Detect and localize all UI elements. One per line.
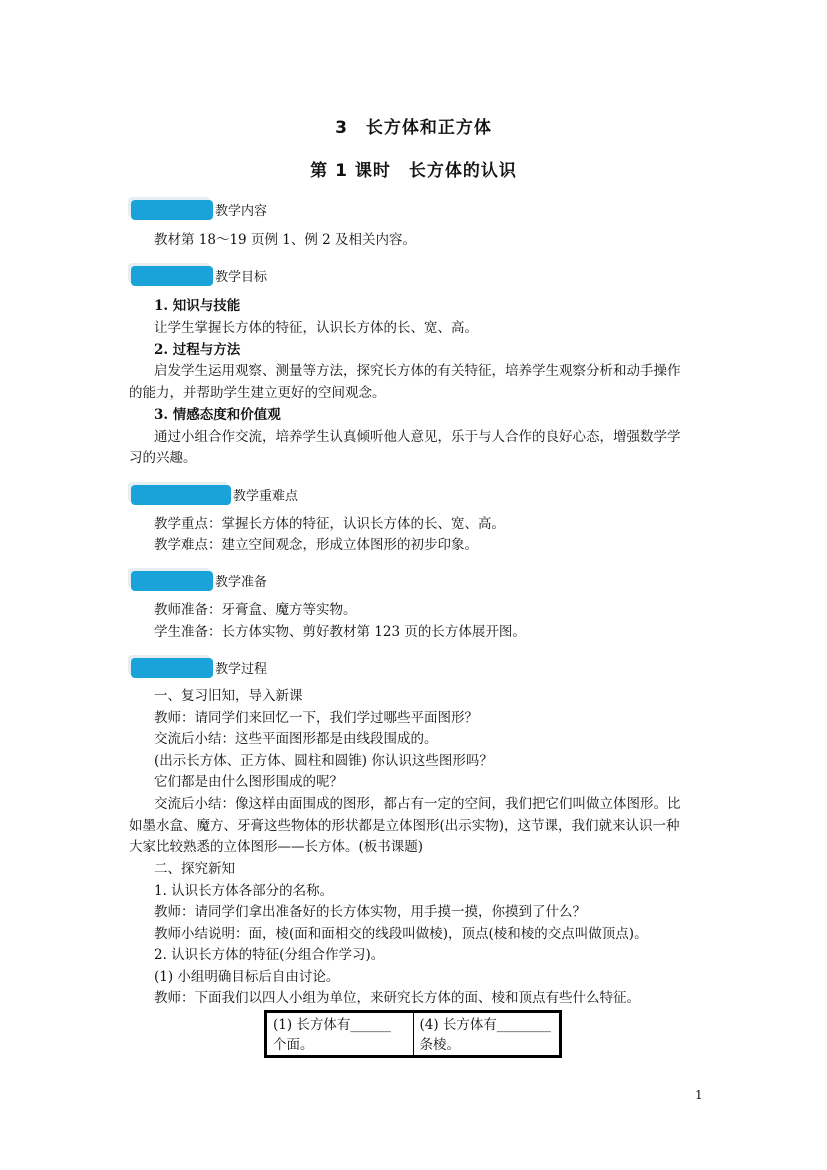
section-tab-icon — [131, 266, 213, 286]
process-line: 教师：下面我们以四人小组为单位，来研究长方体的面、棱和顶点有些什么特征。 — [154, 990, 640, 1006]
process-line: 大家比较熟悉的立体图形——长方体。(板书课题) — [129, 839, 424, 855]
section-header-keypoints — [131, 481, 298, 505]
keypoint-line: 教学重点：掌握长方体的特征，认识长方体的长、宽、高。 — [154, 516, 505, 532]
section-tab-icon — [131, 200, 213, 220]
section-label: 教学内容 — [215, 204, 268, 219]
goal-text: 让学生掌握长方体的特征，认识长方体的长、宽、高。 — [154, 320, 478, 336]
table-cell — [267, 1013, 413, 1055]
page-number: 1 — [695, 1088, 703, 1102]
section-label: 教学目标 — [215, 270, 268, 285]
table-cell-text: (1) 长方体有______ — [273, 1017, 391, 1033]
prep-line: 教师准备：牙膏盒、魔方等实物。 — [154, 602, 357, 618]
process-line: 教师小结说明：面，棱(面和面相交的线段叫做棱)，顶点(棱和棱的交点叫做顶点)。 — [154, 926, 648, 942]
process-line: 如墨水盒、魔方、牙膏这些物体的形状都是立体图形(出示实物)，这节课，我们就来认识一种 — [129, 818, 680, 834]
goal-text: 启发学生运用观察、测量等方法，探究长方体的有关特征，培养学生观察分析和动手操作 — [154, 363, 681, 379]
goal-text: 通过小组合作交流，培养学生认真倾听他人意见，乐于与人合作的良好心态，增强数学学 — [154, 429, 681, 445]
process-line: 1. 认识长方体各部分的名称。 — [154, 883, 334, 899]
section-tab-icon — [131, 485, 231, 505]
goal-text: 习的兴趣。 — [129, 450, 197, 466]
content-line: 教材第 18～19 页例 1、例 2 及相关内容。 — [154, 232, 416, 248]
table-cell-text: 个面。 — [273, 1037, 314, 1053]
keypoint-line: 教学难点：建立空间观念，形成立体图形的初步印象。 — [154, 537, 478, 553]
table-cell-text: (4) 长方体有________ — [419, 1017, 551, 1033]
goal-heading: 2. 过程与方法 — [154, 342, 241, 358]
process-line: 教师：请同学们拿出准备好的长方体实物，用手摸一摸，你摸到了什么？ — [154, 904, 586, 920]
section-header-prep — [131, 567, 267, 591]
goal-heading: 1. 知识与技能 — [154, 298, 241, 314]
process-line: 交流后小结：像这样由面围成的图形，都占有一定的空间，我们把它们叫做立体图形。比 — [154, 796, 681, 812]
section-header-content — [131, 196, 267, 220]
section-label: 教学重难点 — [233, 489, 299, 504]
section-header-goals — [131, 262, 267, 286]
goal-heading: 3. 情感态度和价值观 — [154, 407, 281, 423]
section-tab-icon — [131, 571, 213, 591]
process-line: 它们都是由什么图形围成的呢？ — [154, 774, 343, 790]
process-line: 2. 认识长方体的特征(分组合作学习)。 — [154, 947, 385, 963]
section-label: 教学准备 — [215, 575, 268, 590]
goal-text: 的能力，并帮助学生建立更好的空间观念。 — [129, 385, 386, 401]
table-cell — [413, 1013, 560, 1055]
chapter-title: 3 长方体和正方体 — [335, 118, 492, 138]
section-header-process — [131, 654, 267, 678]
lesson-title: 第 1 课时 长方体的认识 — [310, 161, 517, 181]
process-line: 一、复习旧知，导入新课 — [154, 688, 303, 704]
process-line: 交流后小结：这些平面图形都是由线段围成的。 — [154, 731, 438, 747]
section-tab-icon — [131, 658, 213, 678]
task-table — [264, 1010, 562, 1058]
process-line: 二、探究新知 — [154, 861, 235, 877]
prep-line: 学生准备：长方体实物、剪好教材第 123 页的长方体展开图。 — [154, 624, 526, 640]
process-line: (1) 小组明确目标后自由讨论。 — [154, 969, 340, 985]
process-line: (出示长方体、正方体、圆柱和圆锥) 你认识这些图形吗？ — [154, 753, 493, 769]
table-cell-text: 条棱。 — [419, 1037, 460, 1053]
process-line: 教师：请同学们来回忆一下，我们学过哪些平面图形？ — [154, 710, 478, 726]
section-label: 教学过程 — [215, 662, 268, 677]
